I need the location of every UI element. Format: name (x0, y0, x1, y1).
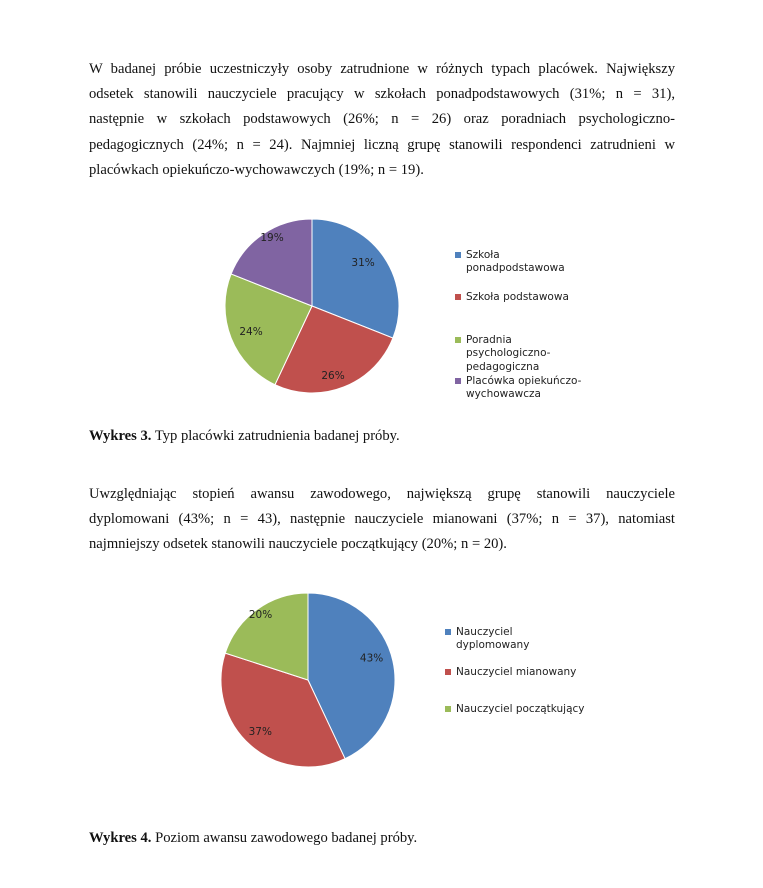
paragraph-promotion-level (89, 482, 675, 558)
pie-chart-workplace-type (222, 216, 402, 396)
legend-label (466, 291, 596, 304)
legend-label (456, 666, 586, 679)
legend-swatch (455, 252, 461, 258)
legend-swatch (455, 337, 461, 343)
slice-data-label: 24% (239, 326, 263, 338)
legend-label-line: dyplomowany (456, 639, 530, 652)
paragraph-line: najmniejszy odsetek stanowili nauczyciele początkujący (20%; n = 20). (89, 536, 507, 553)
slice-data-label: 37% (248, 725, 272, 738)
legend-label-line: Nauczyciel mianowany (456, 666, 577, 678)
legend-label (466, 334, 596, 374)
figure-caption-3 (89, 428, 400, 445)
paragraph-line: W badanej próbie uczestniczyły osoby zatrudnione w różnych typach placówek. Największy (89, 61, 675, 77)
legend-promotion-level (445, 626, 595, 726)
caption-label: Wykres 3. (89, 428, 152, 444)
legend-label-line: Placówka opiekuńczo- (466, 375, 582, 387)
legend-label (456, 703, 586, 716)
paragraph-line: następnie w szkołach podstawowych (26%; n = 26) oraz poradniach psychologiczno- (89, 111, 675, 128)
legend-workplace-type (455, 249, 605, 409)
legend-swatch (455, 294, 461, 300)
slice-data-label: 20% (248, 608, 273, 621)
caption-label: Wykres 4. (89, 830, 152, 846)
slice-data-label: 26% (321, 370, 345, 382)
legend-label-line: pedagogiczna (466, 360, 540, 373)
paragraph-line: pedagogicznych (24%; n = 24). Najmniej liczną grupę stanowili respondenci zatrudnieni w (89, 136, 675, 153)
legend-label-line: Szkoła podstawowa (466, 291, 569, 303)
legend-label-line: Szkoła (466, 249, 500, 261)
legend-label-line: Poradnia (466, 334, 512, 346)
legend-label-line: wychowawcza (466, 388, 541, 401)
figure-caption-4 (89, 830, 417, 847)
legend-label-line: ponadpodstawowa (466, 262, 565, 275)
legend-swatch (445, 669, 451, 675)
slice-data-label: 31% (351, 257, 375, 269)
caption-text: Poziom awansu zawodowego badanej próby. (151, 830, 418, 846)
paragraph-line: Uwzględniając stopień awansu zawodowego, największą grupę stanowili nauczyciele (89, 486, 675, 502)
legend-label (466, 375, 596, 402)
legend-swatch (445, 706, 451, 712)
legend-swatch (455, 378, 461, 384)
legend-label-line: Nauczyciel początkujący (456, 703, 585, 715)
legend-label (466, 249, 596, 276)
paragraph-employment (89, 57, 675, 183)
legend-label-line: Nauczyciel (456, 626, 513, 638)
legend-label-line: psychologiczno- (466, 347, 551, 360)
legend-swatch (445, 629, 451, 635)
caption-text: Typ placówki zatrudnienia badanej próby. (151, 428, 400, 444)
pie-chart-promotion-level (218, 590, 398, 770)
slice-data-label: 43% (359, 652, 384, 665)
slice-data-label: 19% (260, 231, 284, 244)
legend-label (456, 626, 586, 653)
paragraph-line: odsetek stanowili nauczyciele pracujący w szkołach ponadpodstawowych (31%; n = 31), (89, 86, 675, 103)
paragraph-line: dyplomowani (43%; n = 43), następnie nauczyciele mianowani (37%; n = 37), natomiast (89, 511, 675, 528)
paragraph-line: placówkach opiekuńczo-wychowawczych (19%; n = 19). (89, 161, 424, 178)
